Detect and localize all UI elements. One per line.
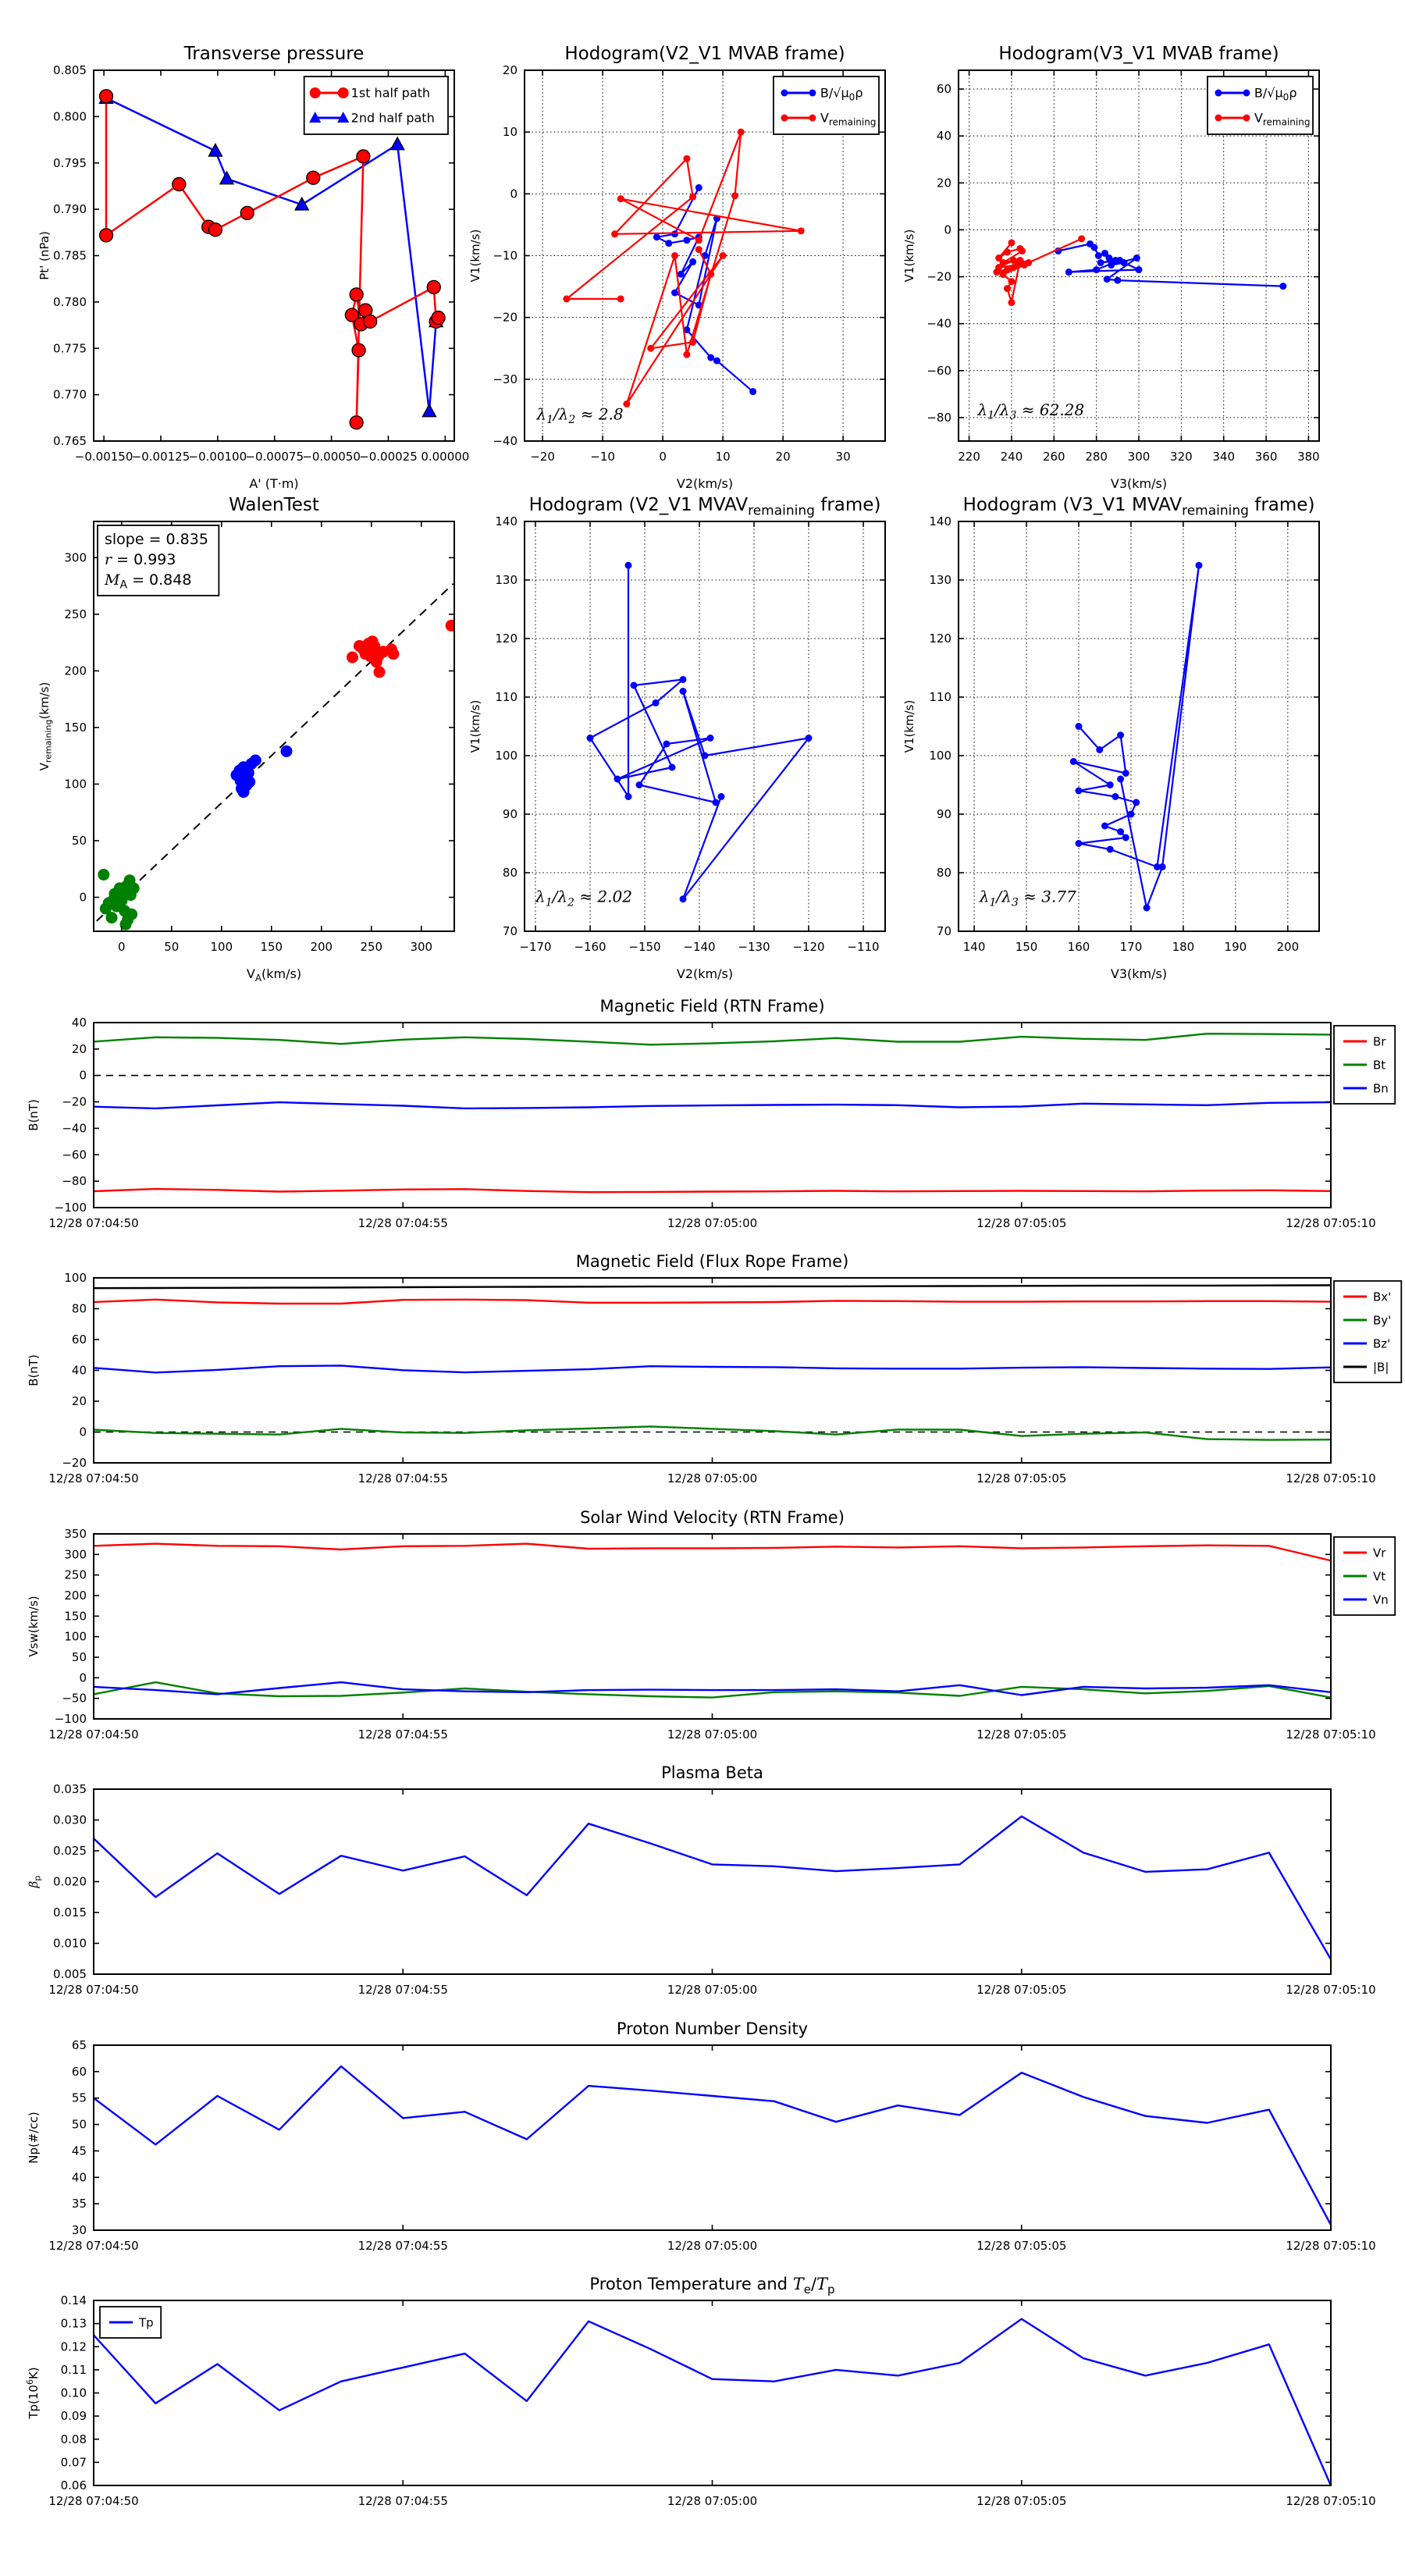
series-group: [94, 2066, 1331, 2225]
chart-title: WalenTest: [229, 495, 319, 515]
x-tick-label: −120: [792, 940, 825, 954]
y-tick-label: 0.030: [53, 1813, 87, 1827]
x-axis-label: $V_A(km/s)$: [246, 966, 302, 984]
y-tick-label: 80: [502, 866, 518, 880]
chart-s4: [37, 495, 457, 984]
x-tick-label: −170: [519, 940, 552, 954]
y-tick-label: 60: [71, 2064, 87, 2079]
chart-s2: [468, 44, 885, 491]
legend-label: $V_{remaining}$: [1254, 110, 1311, 128]
series-line-0: [94, 1189, 1331, 1192]
x-axis-label: V2(km/s): [676, 476, 734, 491]
x-tick-label: 12/28 07:05:10: [1286, 1983, 1376, 1997]
x-tick-label: 320: [1170, 450, 1193, 464]
y-tick-label: 110: [929, 690, 951, 704]
y-axis-label: V1(km/s): [468, 699, 482, 753]
x-tick-label: −140: [683, 940, 716, 954]
x-tick-label: −0.00075: [245, 450, 304, 464]
x-tick-label: 150: [260, 940, 283, 954]
y-tick-label: 10: [502, 125, 518, 140]
axes-box: [94, 2045, 1331, 2230]
y-tick-label: 0.765: [53, 434, 87, 448]
x-tick-label: 12/28 07:04:55: [357, 2494, 448, 2508]
y-tick-label: 0.800: [53, 109, 87, 124]
x-tick-label: 12/28 07:05:05: [976, 1983, 1067, 1997]
x-tick-label: 10: [715, 450, 731, 464]
annotation: $\lambda_1/\lambda_3 \approx 3.77$: [979, 887, 1076, 909]
y-tick-label: 20: [936, 176, 951, 190]
x-tick-label: 12/28 07:05:00: [667, 1216, 758, 1230]
chart-p6: [25, 2275, 1376, 2508]
x-tick-label: 240: [1000, 450, 1023, 464]
y-tick-label: 0.020: [53, 1874, 87, 1889]
legend: [100, 2307, 161, 2338]
y-tick-label: 35: [71, 2197, 87, 2211]
y-tick-label: 30: [71, 2223, 87, 2237]
legend-label: By': [1373, 1313, 1392, 1328]
y-tick-label: 0.005: [53, 1967, 87, 1981]
axes-box: [94, 1023, 1331, 1208]
y-tick-label: 50: [71, 2117, 87, 2132]
y-tick-label: 60: [71, 1332, 87, 1347]
y-axis-label: V1(km/s): [468, 229, 482, 283]
series-line-2: [94, 1365, 1331, 1372]
x-tick-label: −150: [628, 940, 661, 954]
y-tick-label: 0: [79, 1068, 87, 1083]
x-tick-label: 12/28 07:05:05: [976, 1727, 1067, 1742]
y-tick-label: 0.13: [60, 2316, 87, 2331]
y-tick-label: 0: [944, 222, 951, 237]
series-group: [94, 1286, 1331, 1440]
x-tick-label: −110: [847, 940, 880, 954]
legend-label: Br: [1373, 1034, 1386, 1049]
y-tick-label: −40: [62, 1121, 87, 1136]
series-line-0: [106, 98, 436, 411]
x-tick-label: 12/28 07:04:55: [357, 1983, 448, 1997]
y-tick-label: −60: [927, 363, 951, 378]
y-tick-label: 65: [71, 2038, 87, 2052]
x-tick-label: 12/28 07:05:00: [667, 1727, 758, 1742]
x-tick-label: 0: [659, 450, 667, 464]
series-line-2: [94, 1102, 1331, 1108]
series-line-1: [94, 1426, 1331, 1439]
y-tick-label: 0: [79, 890, 87, 905]
series-line-1: [106, 96, 439, 422]
x-tick-label: 160: [1067, 940, 1090, 954]
y-tick-label: 120: [929, 632, 951, 646]
y-tick-label: 20: [71, 1394, 87, 1408]
series-line-0: [94, 2066, 1331, 2225]
chart-p1: [27, 997, 1395, 1230]
y-tick-label: −20: [927, 269, 951, 284]
chart-title: Transverse pressure: [183, 44, 365, 64]
y-tick-label: 120: [495, 632, 518, 646]
series-line-0: [656, 187, 752, 391]
x-tick-label: −0.00050: [302, 450, 361, 464]
series-group: [97, 584, 457, 930]
y-tick-label: 70: [502, 924, 518, 938]
y-axis-label: B(nT): [27, 1354, 41, 1386]
chart-s6: [902, 495, 1319, 981]
x-tick-label: 170: [1119, 940, 1143, 954]
y-tick-label: 0.11: [60, 2362, 87, 2377]
x-tick-label: 30: [835, 450, 851, 464]
x-tick-label: 12/28 07:04:50: [48, 2494, 139, 2508]
y-tick-label: 130: [929, 573, 951, 587]
y-tick-label: 0.795: [53, 155, 87, 170]
y-tick-label: 0.12: [60, 2339, 87, 2354]
y-tick-label: 0.07: [60, 2455, 87, 2470]
y-tick-label: 300: [64, 1547, 87, 1562]
y-tick-label: 0.805: [53, 63, 87, 77]
x-tick-label: 20: [775, 450, 791, 464]
x-tick-label: −20: [530, 450, 555, 464]
y-tick-label: 200: [64, 664, 87, 678]
legend: [1208, 76, 1313, 134]
series-line-3: [94, 1286, 1331, 1289]
x-tick-label: 12/28 07:05:05: [976, 2494, 1067, 2508]
series-line-0: [97, 584, 454, 921]
x-tick-label: 300: [410, 940, 433, 954]
series-group: [94, 2319, 1331, 2485]
y-axis-label: Vsw(km/s): [27, 1596, 41, 1657]
series-group: [1070, 562, 1203, 912]
x-tick-label: −130: [738, 940, 770, 954]
y-tick-label: 0: [510, 187, 518, 201]
y-tick-label: 0.06: [60, 2478, 87, 2492]
y-tick-label: 140: [929, 514, 951, 528]
chart-title: Hodogram(V3_V1 MVAB frame): [998, 44, 1279, 64]
y-tick-label: 100: [64, 1271, 87, 1285]
series-group: [99, 90, 445, 429]
x-tick-label: 180: [1172, 940, 1195, 954]
chart-title: Magnetic Field (Flux Rope Frame): [575, 1252, 849, 1271]
chart-p2: [27, 1252, 1401, 1485]
chart-title: Hodogram (V3_V1 $MVAV_{remaining}$ frame): [962, 495, 1315, 519]
y-tick-label: 0.015: [53, 1905, 87, 1920]
series-group: [94, 1544, 1331, 1698]
y-tick-label: −30: [493, 372, 518, 386]
x-tick-label: 12/28 07:05:05: [976, 1216, 1067, 1230]
x-tick-label: 12/28 07:04:55: [357, 1471, 448, 1485]
chart-s3: [902, 44, 1320, 491]
legend-label: Tp: [139, 2315, 154, 2330]
legend-label: Bz': [1373, 1336, 1391, 1351]
series-line-1: [94, 1034, 1331, 1044]
y-axis-label: $\beta_p$: [27, 1875, 43, 1888]
y-tick-label: 100: [495, 749, 518, 763]
y-tick-label: 40: [936, 129, 951, 144]
y-tick-label: −20: [493, 310, 518, 325]
x-tick-label: 12/28 07:05:05: [976, 2239, 1067, 2253]
series-group: [94, 1816, 1331, 1959]
chart-title: Solar Wind Velocity (RTN Frame): [580, 1508, 845, 1527]
x-tick-label: −10: [590, 450, 615, 464]
y-tick-label: 90: [502, 807, 518, 821]
annotation: $\lambda_1/\lambda_3 \approx 62.28$: [977, 400, 1085, 422]
chart-title: Hodogram(V2_V1 MVAB frame): [564, 44, 845, 64]
y-tick-label: 40: [71, 1363, 87, 1378]
y-tick-label: 0.775: [53, 341, 87, 356]
x-tick-label: 100: [210, 940, 233, 954]
x-axis-label: V3(km/s): [1110, 476, 1168, 491]
y-tick-label: 200: [64, 1589, 87, 1603]
y-axis-label: V1(km/s): [902, 699, 916, 753]
legend: [304, 76, 448, 134]
y-tick-label: −80: [927, 410, 951, 425]
y-tick-label: 150: [64, 1609, 87, 1624]
annotation: $\lambda_1/\lambda_2 \approx 2.02$: [535, 887, 632, 909]
x-tick-label: 12/28 07:04:50: [48, 1727, 139, 1742]
legend-label: Vr: [1373, 1546, 1386, 1560]
x-tick-label: 12/28 07:04:50: [48, 2239, 139, 2253]
y-tick-label: 0.770: [53, 387, 87, 402]
legend-label: $V_{remaining}$: [820, 110, 877, 128]
stats-line: $M_A = 0.848$: [105, 571, 192, 592]
axes-box: [94, 1534, 1331, 1719]
stats-box: [98, 525, 219, 596]
y-tick-label: 0.790: [53, 202, 87, 217]
series-line-0: [1058, 244, 1283, 286]
y-tick-label: −40: [493, 434, 518, 448]
y-tick-label: −100: [54, 1712, 87, 1726]
legend-label: $B/√\mu_0\rho$: [1254, 85, 1297, 103]
y-tick-label: 20: [502, 63, 518, 77]
y-tick-label: 80: [936, 866, 951, 880]
y-tick-label: 0.025: [53, 1844, 87, 1858]
x-tick-label: 250: [360, 940, 383, 954]
y-tick-label: 40: [71, 1016, 87, 1030]
y-tick-label: 0: [79, 1425, 87, 1439]
y-tick-label: 0.780: [53, 294, 87, 309]
x-tick-label: 0: [118, 940, 126, 954]
y-tick-label: −50: [62, 1691, 87, 1706]
x-tick-label: −0.00025: [359, 450, 418, 464]
y-axis-label: $Tp(10^6K)$: [25, 2367, 41, 2419]
y-tick-label: 0: [79, 1670, 87, 1685]
y-tick-label: −20: [62, 1456, 87, 1470]
x-tick-label: 340: [1212, 450, 1236, 464]
x-axis-label: V3(km/s): [1110, 966, 1168, 981]
y-axis-label: $V_{remaining}(km/s)$: [37, 681, 54, 771]
x-tick-label: −0.00150: [74, 450, 133, 464]
y-tick-label: 50: [71, 1650, 87, 1664]
chart-p5: [27, 2019, 1376, 2253]
legend-label: 2nd half path: [350, 110, 435, 126]
chart-s1: [37, 44, 469, 491]
chart-title: Proton Temperature and $T_e/T_p$: [589, 2275, 835, 2297]
x-tick-label: 12/28 07:05:00: [667, 1471, 758, 1485]
legend: [1334, 1537, 1395, 1615]
x-tick-label: 50: [164, 940, 180, 954]
x-tick-label: −160: [574, 940, 606, 954]
x-tick-label: 12/28 07:05:10: [1286, 2239, 1376, 2253]
y-tick-label: 0.785: [53, 248, 87, 263]
chart-p3: [27, 1508, 1395, 1742]
y-tick-label: 100: [64, 777, 87, 792]
y-tick-label: 130: [495, 573, 518, 587]
y-tick-label: 0.09: [60, 2409, 87, 2424]
y-tick-label: 140: [495, 514, 518, 528]
y-tick-label: −40: [927, 316, 951, 331]
y-tick-label: 100: [929, 749, 951, 763]
y-tick-label: −60: [62, 1147, 87, 1162]
series-group: [993, 235, 1286, 306]
y-tick-label: 0.010: [53, 1936, 87, 1951]
y-axis-label: V1(km/s): [902, 229, 916, 283]
annotation: $\lambda_1/\lambda_2 \approx 2.8$: [536, 404, 624, 427]
x-tick-label: −0.00125: [131, 450, 190, 464]
y-tick-label: 100: [64, 1629, 87, 1644]
x-tick-label: 140: [962, 940, 986, 954]
y-tick-label: −100: [54, 1201, 87, 1215]
x-tick-label: 12/28 07:05:10: [1286, 2494, 1376, 2508]
y-tick-label: 55: [71, 2090, 87, 2105]
x-tick-label: 12/28 07:04:50: [48, 1216, 139, 1230]
stats-line: slope = 0.835: [105, 531, 208, 549]
legend: [1334, 1281, 1401, 1382]
y-tick-label: 150: [64, 720, 87, 735]
legend-label: Bn: [1373, 1081, 1389, 1096]
legend-label: Bx': [1373, 1290, 1392, 1304]
x-tick-label: 12/28 07:05:10: [1286, 1216, 1376, 1230]
chart-s5: [468, 495, 885, 981]
legend-label: Bt: [1373, 1058, 1386, 1073]
y-tick-label: 0.10: [60, 2386, 87, 2400]
y-tick-label: 0.035: [53, 1782, 87, 1796]
x-tick-label: 200: [310, 940, 333, 954]
legend: [774, 76, 879, 134]
x-tick-label: 12/28 07:04:55: [357, 1727, 448, 1742]
x-tick-label: 12/28 07:05:10: [1286, 1471, 1376, 1485]
x-tick-label: 12/28 07:04:50: [48, 1471, 139, 1485]
y-tick-label: −80: [62, 1174, 87, 1189]
y-tick-label: 80: [71, 1301, 87, 1316]
legend-label: $B/√\mu_0\rho$: [820, 85, 863, 103]
y-tick-label: 50: [71, 833, 87, 848]
x-tick-label: 260: [1042, 450, 1065, 464]
y-tick-label: 300: [64, 550, 87, 565]
x-tick-label: 360: [1254, 450, 1278, 464]
y-tick-label: −20: [62, 1094, 87, 1109]
x-axis-label: V2(km/s): [676, 966, 734, 981]
series-line-0: [94, 2319, 1331, 2485]
x-tick-label: 12/28 07:05:10: [1286, 1727, 1376, 1742]
y-tick-label: 0.08: [60, 2432, 87, 2446]
x-tick-label: −0.00100: [188, 450, 247, 464]
y-tick-label: 70: [936, 924, 951, 938]
x-tick-label: 12/28 07:05:00: [667, 2239, 758, 2253]
y-tick-label: 0.14: [60, 2293, 87, 2307]
legend-label: 1st half path: [350, 85, 431, 101]
axes-box: [94, 2300, 1331, 2485]
x-tick-label: 190: [1224, 940, 1247, 954]
x-axis-label: A' (T·m): [249, 476, 299, 491]
axes-box: [94, 1789, 1331, 1974]
x-tick-label: 150: [1015, 940, 1038, 954]
x-tick-label: 0.00000: [421, 450, 470, 464]
chart-title: Plasma Beta: [661, 1763, 763, 1782]
legend-label: |B|: [1373, 1360, 1389, 1375]
series-group: [563, 129, 804, 407]
stats-line: r = 0.993: [105, 551, 176, 569]
y-tick-label: 20: [71, 1041, 87, 1056]
y-tick-label: 250: [64, 607, 87, 621]
series-group: [94, 1034, 1331, 1192]
x-tick-label: 12/28 07:04:55: [357, 2239, 448, 2253]
chart-p4: [27, 1763, 1376, 1997]
y-tick-label: 40: [71, 2170, 87, 2185]
chart-title: Proton Number Density: [616, 2019, 809, 2038]
y-axis-label: B(nT): [27, 1099, 41, 1131]
x-tick-label: 12/28 07:04:55: [357, 1216, 448, 1230]
x-tick-label: 220: [958, 450, 980, 464]
x-tick-label: 12/28 07:05:00: [667, 1983, 758, 1997]
legend-label: Vn: [1373, 1592, 1389, 1607]
x-tick-label: 12/28 07:05:00: [667, 2494, 758, 2508]
legend-label: Vt: [1373, 1569, 1386, 1584]
legend: [1334, 1026, 1395, 1104]
y-tick-label: 45: [71, 2144, 87, 2158]
series-group: [587, 562, 813, 903]
x-tick-label: 12/28 07:05:05: [976, 1471, 1067, 1485]
x-tick-label: 300: [1127, 450, 1151, 464]
series-line-0: [94, 1816, 1331, 1959]
chart-title: Hodogram (V2_V1 $MVAV_{remaining}$ frame): [528, 495, 881, 519]
y-tick-label: 110: [495, 690, 518, 704]
x-tick-label: 380: [1297, 450, 1320, 464]
series-line-0: [94, 1544, 1331, 1561]
y-tick-label: 250: [64, 1567, 87, 1582]
y-axis-label: Pt' (nPa): [37, 231, 52, 280]
x-tick-label: 200: [1276, 940, 1300, 954]
series-line-0: [94, 1300, 1331, 1304]
y-tick-label: −10: [493, 248, 518, 263]
y-tick-label: 350: [64, 1527, 87, 1541]
y-tick-label: 60: [936, 82, 951, 97]
x-tick-label: 280: [1085, 450, 1108, 464]
y-tick-label: 90: [936, 807, 951, 821]
y-axis-label: Np(#/cc): [27, 2112, 41, 2164]
chart-title: Magnetic Field (RTN Frame): [599, 997, 825, 1016]
x-tick-label: 12/28 07:04:50: [48, 1983, 139, 1997]
series-line-0: [1073, 565, 1199, 908]
